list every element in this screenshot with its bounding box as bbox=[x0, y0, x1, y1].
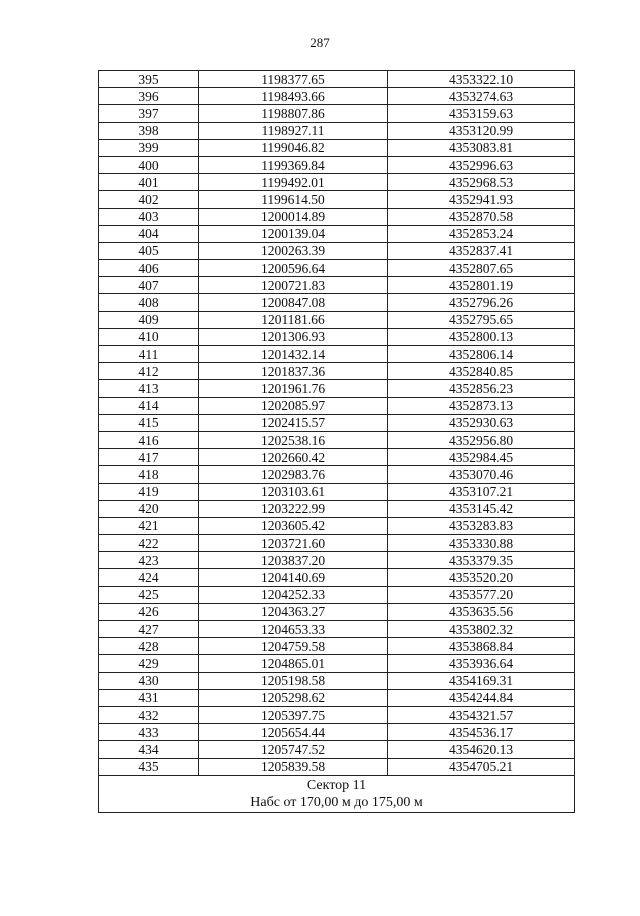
table-row bbox=[99, 225, 575, 242]
point-number-cell: 396 bbox=[99, 88, 199, 105]
point-number-cell: 401 bbox=[99, 174, 199, 191]
x-coordinate-cell: 1200596.64 bbox=[199, 260, 388, 277]
point-number-cell: 405 bbox=[99, 242, 199, 259]
table-row bbox=[99, 449, 575, 466]
y-coordinate-cell: 4352806.14 bbox=[388, 346, 575, 363]
x-coordinate-cell: 1200139.04 bbox=[199, 225, 388, 242]
sector-cell bbox=[99, 775, 575, 812]
table-row bbox=[99, 414, 575, 431]
y-coordinate-cell: 4353107.21 bbox=[388, 483, 575, 500]
table-row bbox=[99, 156, 575, 173]
x-coordinate-cell: 1203103.61 bbox=[199, 483, 388, 500]
sector-row bbox=[99, 775, 575, 812]
y-coordinate-cell: 4354620.13 bbox=[388, 741, 575, 758]
x-coordinate-cell: 1205397.75 bbox=[199, 706, 388, 723]
coordinates-table bbox=[98, 70, 575, 813]
x-coordinate-cell: 1202983.76 bbox=[199, 466, 388, 483]
x-coordinate-cell: 1201837.36 bbox=[199, 363, 388, 380]
x-coordinate-cell: 1205747.52 bbox=[199, 741, 388, 758]
point-number-cell: 404 bbox=[99, 225, 199, 242]
y-coordinate-cell: 4352956.80 bbox=[388, 431, 575, 448]
point-number-cell: 419 bbox=[99, 483, 199, 500]
table-row bbox=[99, 706, 575, 723]
x-coordinate-cell: 1200014.89 bbox=[199, 208, 388, 225]
x-coordinate-cell: 1198377.65 bbox=[199, 71, 388, 88]
x-coordinate-cell: 1198807.86 bbox=[199, 105, 388, 122]
table-row bbox=[99, 294, 575, 311]
point-number-cell: 431 bbox=[99, 689, 199, 706]
x-coordinate-cell: 1203222.99 bbox=[199, 500, 388, 517]
point-number-cell: 416 bbox=[99, 431, 199, 448]
x-coordinate-cell: 1199369.84 bbox=[199, 156, 388, 173]
table-row bbox=[99, 122, 575, 139]
y-coordinate-cell: 4352930.63 bbox=[388, 414, 575, 431]
point-number-cell: 427 bbox=[99, 621, 199, 638]
x-coordinate-cell: 1202085.97 bbox=[199, 397, 388, 414]
y-coordinate-cell: 4352796.26 bbox=[388, 294, 575, 311]
table-row bbox=[99, 535, 575, 552]
y-coordinate-cell: 4352800.13 bbox=[388, 328, 575, 345]
y-coordinate-cell: 4354169.31 bbox=[388, 672, 575, 689]
point-number-cell: 403 bbox=[99, 208, 199, 225]
x-coordinate-cell: 1199046.82 bbox=[199, 139, 388, 156]
point-number-cell: 408 bbox=[99, 294, 199, 311]
point-number-cell: 402 bbox=[99, 191, 199, 208]
point-number-cell: 399 bbox=[99, 139, 199, 156]
x-coordinate-cell: 1202415.57 bbox=[199, 414, 388, 431]
table-row bbox=[99, 397, 575, 414]
y-coordinate-cell: 4353330.88 bbox=[388, 535, 575, 552]
table-row bbox=[99, 655, 575, 672]
x-coordinate-cell: 1201181.66 bbox=[199, 311, 388, 328]
y-coordinate-cell: 4352807.65 bbox=[388, 260, 575, 277]
x-coordinate-cell: 1205198.58 bbox=[199, 672, 388, 689]
point-number-cell: 435 bbox=[99, 758, 199, 775]
y-coordinate-cell: 4352870.58 bbox=[388, 208, 575, 225]
x-coordinate-cell: 1203837.20 bbox=[199, 552, 388, 569]
x-coordinate-cell: 1200847.08 bbox=[199, 294, 388, 311]
table-row bbox=[99, 328, 575, 345]
point-number-cell: 412 bbox=[99, 363, 199, 380]
point-number-cell: 411 bbox=[99, 346, 199, 363]
table-row bbox=[99, 569, 575, 586]
y-coordinate-cell: 4353283.83 bbox=[388, 517, 575, 534]
y-coordinate-cell: 4353936.64 bbox=[388, 655, 575, 672]
y-coordinate-cell: 4353802.32 bbox=[388, 621, 575, 638]
x-coordinate-cell: 1205839.58 bbox=[199, 758, 388, 775]
table-row bbox=[99, 260, 575, 277]
table-row bbox=[99, 191, 575, 208]
point-number-cell: 428 bbox=[99, 638, 199, 655]
point-number-cell: 415 bbox=[99, 414, 199, 431]
x-coordinate-cell: 1204653.33 bbox=[199, 621, 388, 638]
sector-height-range: Набс от 170,00 м до 175,00 м bbox=[250, 794, 423, 810]
table-row bbox=[99, 431, 575, 448]
point-number-cell: 407 bbox=[99, 277, 199, 294]
x-coordinate-cell: 1199614.50 bbox=[199, 191, 388, 208]
table-row bbox=[99, 71, 575, 88]
y-coordinate-cell: 4354705.21 bbox=[388, 758, 575, 775]
y-coordinate-cell: 4353159.63 bbox=[388, 105, 575, 122]
table-row bbox=[99, 724, 575, 741]
y-coordinate-cell: 4352840.85 bbox=[388, 363, 575, 380]
table-row bbox=[99, 500, 575, 517]
x-coordinate-cell: 1200263.39 bbox=[199, 242, 388, 259]
table-row bbox=[99, 483, 575, 500]
table-row bbox=[99, 242, 575, 259]
x-coordinate-cell: 1204252.33 bbox=[199, 586, 388, 603]
table-row bbox=[99, 139, 575, 156]
page-number: 287 bbox=[310, 35, 330, 50]
y-coordinate-cell: 4352795.65 bbox=[388, 311, 575, 328]
x-coordinate-cell: 1205654.44 bbox=[199, 724, 388, 741]
point-number-cell: 410 bbox=[99, 328, 199, 345]
point-number-cell: 409 bbox=[99, 311, 199, 328]
y-coordinate-cell: 4353868.84 bbox=[388, 638, 575, 655]
y-coordinate-cell: 4353577.20 bbox=[388, 586, 575, 603]
y-coordinate-cell: 4353274.63 bbox=[388, 88, 575, 105]
x-coordinate-cell: 1202660.42 bbox=[199, 449, 388, 466]
table-row bbox=[99, 466, 575, 483]
y-coordinate-cell: 4353120.99 bbox=[388, 122, 575, 139]
point-number-cell: 413 bbox=[99, 380, 199, 397]
x-coordinate-cell: 1204363.27 bbox=[199, 603, 388, 620]
y-coordinate-cell: 4352873.13 bbox=[388, 397, 575, 414]
x-coordinate-cell: 1198493.66 bbox=[199, 88, 388, 105]
point-number-cell: 422 bbox=[99, 535, 199, 552]
point-number-cell: 398 bbox=[99, 122, 199, 139]
table-row bbox=[99, 672, 575, 689]
y-coordinate-cell: 4352856.23 bbox=[388, 380, 575, 397]
point-number-cell: 414 bbox=[99, 397, 199, 414]
table-row bbox=[99, 552, 575, 569]
sector-title: Сектор 11 bbox=[306, 777, 367, 793]
x-coordinate-cell: 1198927.11 bbox=[199, 122, 388, 139]
table-row bbox=[99, 346, 575, 363]
y-coordinate-cell: 4352996.63 bbox=[388, 156, 575, 173]
y-coordinate-cell: 4354536.17 bbox=[388, 724, 575, 741]
y-coordinate-cell: 4352968.53 bbox=[388, 174, 575, 191]
y-coordinate-cell: 4352984.45 bbox=[388, 449, 575, 466]
point-number-cell: 420 bbox=[99, 500, 199, 517]
y-coordinate-cell: 4353145.42 bbox=[388, 500, 575, 517]
point-number-cell: 425 bbox=[99, 586, 199, 603]
x-coordinate-cell: 1202538.16 bbox=[199, 431, 388, 448]
y-coordinate-cell: 4354321.57 bbox=[388, 706, 575, 723]
point-number-cell: 429 bbox=[99, 655, 199, 672]
table-row bbox=[99, 88, 575, 105]
table-row bbox=[99, 311, 575, 328]
table-row bbox=[99, 517, 575, 534]
y-coordinate-cell: 4353322.10 bbox=[388, 71, 575, 88]
table-row bbox=[99, 208, 575, 225]
y-coordinate-cell: 4353520.20 bbox=[388, 569, 575, 586]
point-number-cell: 434 bbox=[99, 741, 199, 758]
y-coordinate-cell: 4353070.46 bbox=[388, 466, 575, 483]
point-number-cell: 400 bbox=[99, 156, 199, 173]
point-number-cell: 406 bbox=[99, 260, 199, 277]
y-coordinate-cell: 4352801.19 bbox=[388, 277, 575, 294]
table-row bbox=[99, 621, 575, 638]
point-number-cell: 421 bbox=[99, 517, 199, 534]
x-coordinate-cell: 1201306.93 bbox=[199, 328, 388, 345]
y-coordinate-cell: 4353635.56 bbox=[388, 603, 575, 620]
table-row bbox=[99, 363, 575, 380]
table-row bbox=[99, 586, 575, 603]
point-number-cell: 424 bbox=[99, 569, 199, 586]
x-coordinate-cell: 1199492.01 bbox=[199, 174, 388, 191]
table-row bbox=[99, 603, 575, 620]
x-coordinate-cell: 1204759.58 bbox=[199, 638, 388, 655]
table-row bbox=[99, 689, 575, 706]
y-coordinate-cell: 4352941.93 bbox=[388, 191, 575, 208]
point-number-cell: 417 bbox=[99, 449, 199, 466]
x-coordinate-cell: 1200721.83 bbox=[199, 277, 388, 294]
point-number-cell: 426 bbox=[99, 603, 199, 620]
table-row bbox=[99, 105, 575, 122]
point-number-cell: 433 bbox=[99, 724, 199, 741]
y-coordinate-cell: 4352837.41 bbox=[388, 242, 575, 259]
point-number-cell: 418 bbox=[99, 466, 199, 483]
y-coordinate-cell: 4353083.81 bbox=[388, 139, 575, 156]
x-coordinate-cell: 1201432.14 bbox=[199, 346, 388, 363]
table-row bbox=[99, 758, 575, 775]
y-coordinate-cell: 4354244.84 bbox=[388, 689, 575, 706]
table-row bbox=[99, 380, 575, 397]
y-coordinate-cell: 4353379.35 bbox=[388, 552, 575, 569]
x-coordinate-cell: 1203605.42 bbox=[199, 517, 388, 534]
point-number-cell: 432 bbox=[99, 706, 199, 723]
x-coordinate-cell: 1204865.01 bbox=[199, 655, 388, 672]
x-coordinate-cell: 1204140.69 bbox=[199, 569, 388, 586]
table-row bbox=[99, 277, 575, 294]
table-row bbox=[99, 174, 575, 191]
point-number-cell: 395 bbox=[99, 71, 199, 88]
point-number-cell: 423 bbox=[99, 552, 199, 569]
x-coordinate-cell: 1203721.60 bbox=[199, 535, 388, 552]
table-row bbox=[99, 741, 575, 758]
point-number-cell: 430 bbox=[99, 672, 199, 689]
x-coordinate-cell: 1201961.76 bbox=[199, 380, 388, 397]
table-row bbox=[99, 638, 575, 655]
y-coordinate-cell: 4352853.24 bbox=[388, 225, 575, 242]
x-coordinate-cell: 1205298.62 bbox=[199, 689, 388, 706]
coordinates-table-body bbox=[99, 71, 575, 813]
point-number-cell: 397 bbox=[99, 105, 199, 122]
